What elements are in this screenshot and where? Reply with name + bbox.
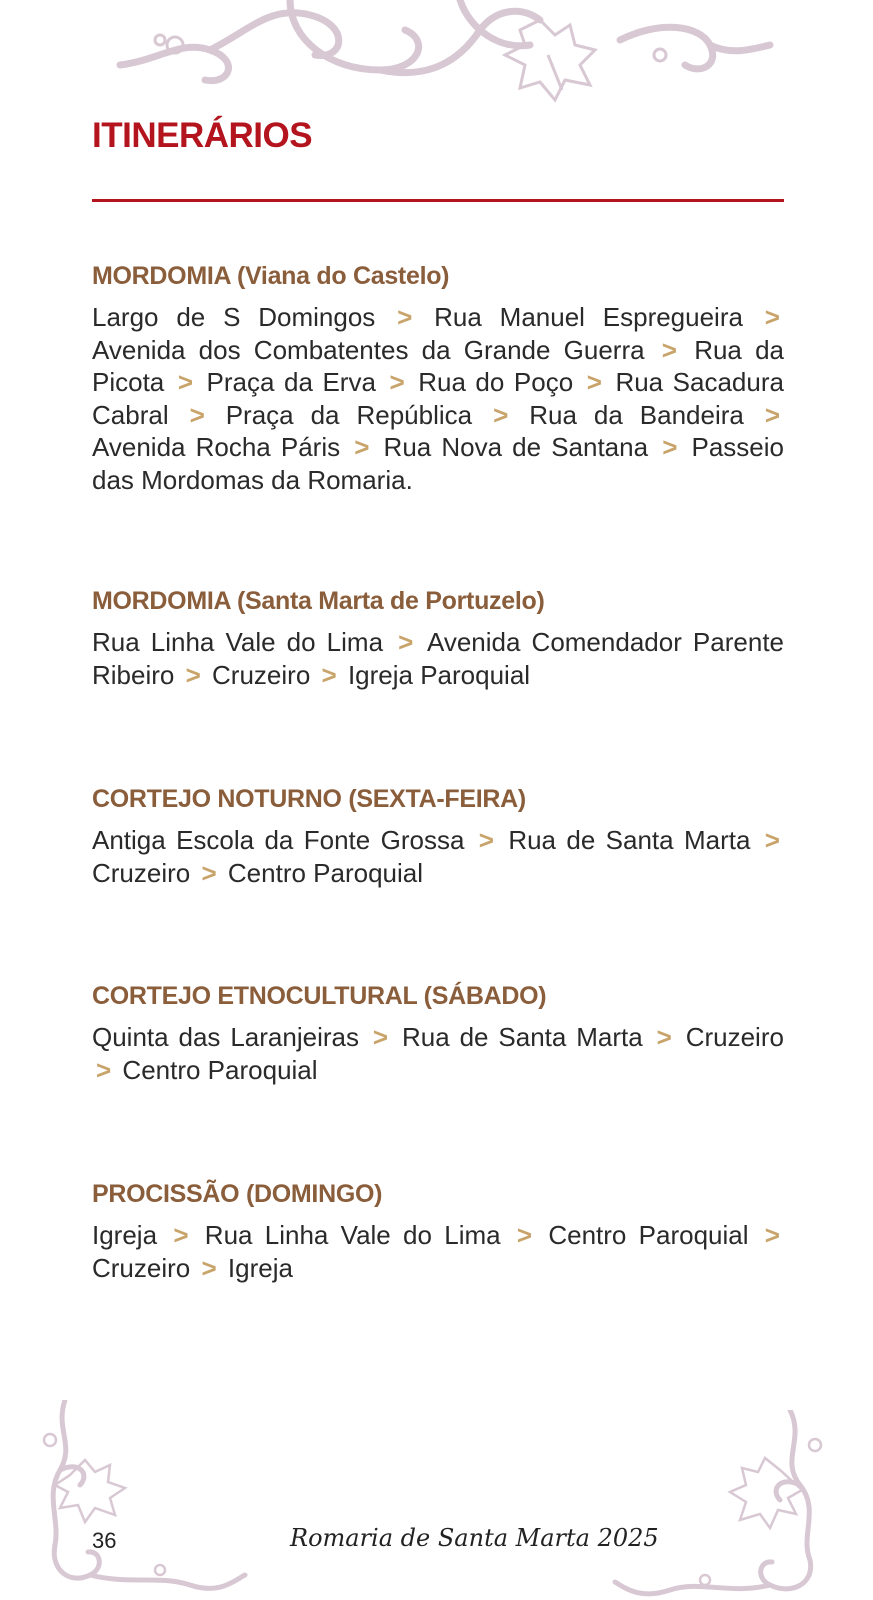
itinerary-section xyxy=(92,262,784,496)
section-heading: MORDOMIA (Viana do Castelo) xyxy=(92,262,450,290)
route-stop: Rua de Santa Marta xyxy=(401,1022,643,1052)
route-stop: Rua Sacadura Cabral xyxy=(92,367,784,430)
page-number: 36 xyxy=(92,1528,117,1553)
route-stop: Rua Linha Vale do Lima xyxy=(92,627,384,657)
route-arrow-icon: > xyxy=(321,659,337,690)
title-divider xyxy=(92,199,784,202)
vine-ornament-bottom-right-icon xyxy=(610,1410,850,1600)
route-stop: Centro Paroquial xyxy=(548,1220,749,1250)
route-arrow-icon: > xyxy=(398,627,414,657)
route-stop: Largo de S Domingos xyxy=(92,302,376,332)
route-stop: Rua da Bandeira xyxy=(529,399,744,430)
route-stop: Avenida Comendador Parente Ribeiro xyxy=(92,627,784,690)
route-arrow-icon: > xyxy=(173,1220,189,1250)
page-title: ITINERÁRIOS xyxy=(92,116,313,155)
route-arrow-icon: > xyxy=(764,302,780,332)
route-arrow-icon: > xyxy=(764,825,780,855)
itinerary-section xyxy=(92,1180,784,1284)
route-arrow-icon: > xyxy=(586,367,602,397)
route-stop: Centro Paroquial xyxy=(122,1054,318,1085)
route-arrow-icon: > xyxy=(201,857,217,888)
route-text xyxy=(92,824,784,889)
route-arrow-icon: > xyxy=(389,367,405,397)
route-arrow-icon: > xyxy=(516,1220,533,1250)
route-stop: Quinta das Laranjeiras xyxy=(92,1022,359,1052)
route-arrow-icon: > xyxy=(661,334,677,365)
route-arrow-icon: > xyxy=(493,399,509,430)
route-text xyxy=(92,1219,784,1284)
route-text xyxy=(92,626,784,691)
route-arrow-icon: > xyxy=(662,432,678,462)
route-arrow-icon: > xyxy=(354,432,370,462)
route-stop: Avenida dos Combatentes da Grande Guerra xyxy=(92,334,645,365)
route-stop: Cruzeiro xyxy=(212,659,311,690)
route-stop: Rua da Picota xyxy=(92,334,784,397)
route-stop: Praça da República xyxy=(225,399,473,430)
section-heading: CORTEJO NOTURNO (SEXTA-FEIRA) xyxy=(92,785,526,813)
route-arrow-icon: > xyxy=(764,1220,780,1250)
itinerary-section xyxy=(92,785,784,889)
route-arrow-icon: > xyxy=(185,659,201,690)
section-heading: PROCISSÃO (DOMINGO) xyxy=(92,1180,383,1208)
route-stop: Passeio das Mordomas da Romaria. xyxy=(92,432,784,495)
route-arrow-icon: > xyxy=(96,1054,112,1085)
route-text xyxy=(92,301,784,496)
route-stop: Cruzeiro xyxy=(92,1252,191,1283)
footer-title: Romaria de Santa Marta 2025 xyxy=(290,1524,659,1552)
itinerary-section xyxy=(92,982,784,1086)
route-arrow-icon: > xyxy=(201,1252,217,1283)
route-arrow-icon: > xyxy=(397,302,413,332)
route-stop: Rua do Poço xyxy=(418,367,574,397)
route-arrow-icon: > xyxy=(478,825,494,855)
route-stop: Rua Linha Vale do Lima xyxy=(204,1220,501,1250)
vine-ornament-top-icon xyxy=(100,0,780,110)
route-arrow-icon: > xyxy=(372,1022,389,1052)
route-arrow-icon: > xyxy=(189,399,205,430)
route-stop: Rua Nova de Santana xyxy=(383,432,649,462)
route-stop: Cruzeiro xyxy=(92,857,191,888)
route-stop: Cruzeiro xyxy=(685,1022,784,1052)
route-stop: Praça da Erva xyxy=(206,367,376,397)
route-stop: Avenida Rocha Páris xyxy=(92,432,341,462)
vine-ornament-bottom-left-icon xyxy=(30,1400,260,1595)
route-stop: Centro Paroquial xyxy=(227,857,424,888)
route-stop: Rua Manuel Espregueira xyxy=(434,302,743,332)
route-arrow-icon: > xyxy=(177,367,193,397)
route-text xyxy=(92,1021,784,1086)
route-stop: Igreja Paroquial xyxy=(347,659,531,690)
section-heading: MORDOMIA (Santa Marta de Portuzelo) xyxy=(92,587,545,615)
route-arrow-icon: > xyxy=(656,1022,672,1052)
section-heading: CORTEJO ETNOCULTURAL (SÁBADO) xyxy=(92,982,547,1010)
route-arrow-icon: > xyxy=(764,399,780,430)
route-stop: Igreja xyxy=(92,1220,158,1250)
route-stop: Antiga Escola da Fonte Grossa xyxy=(92,825,465,855)
itinerary-section xyxy=(92,587,784,691)
route-stop: Igreja xyxy=(227,1252,293,1283)
route-stop: Rua de Santa Marta xyxy=(508,825,751,855)
